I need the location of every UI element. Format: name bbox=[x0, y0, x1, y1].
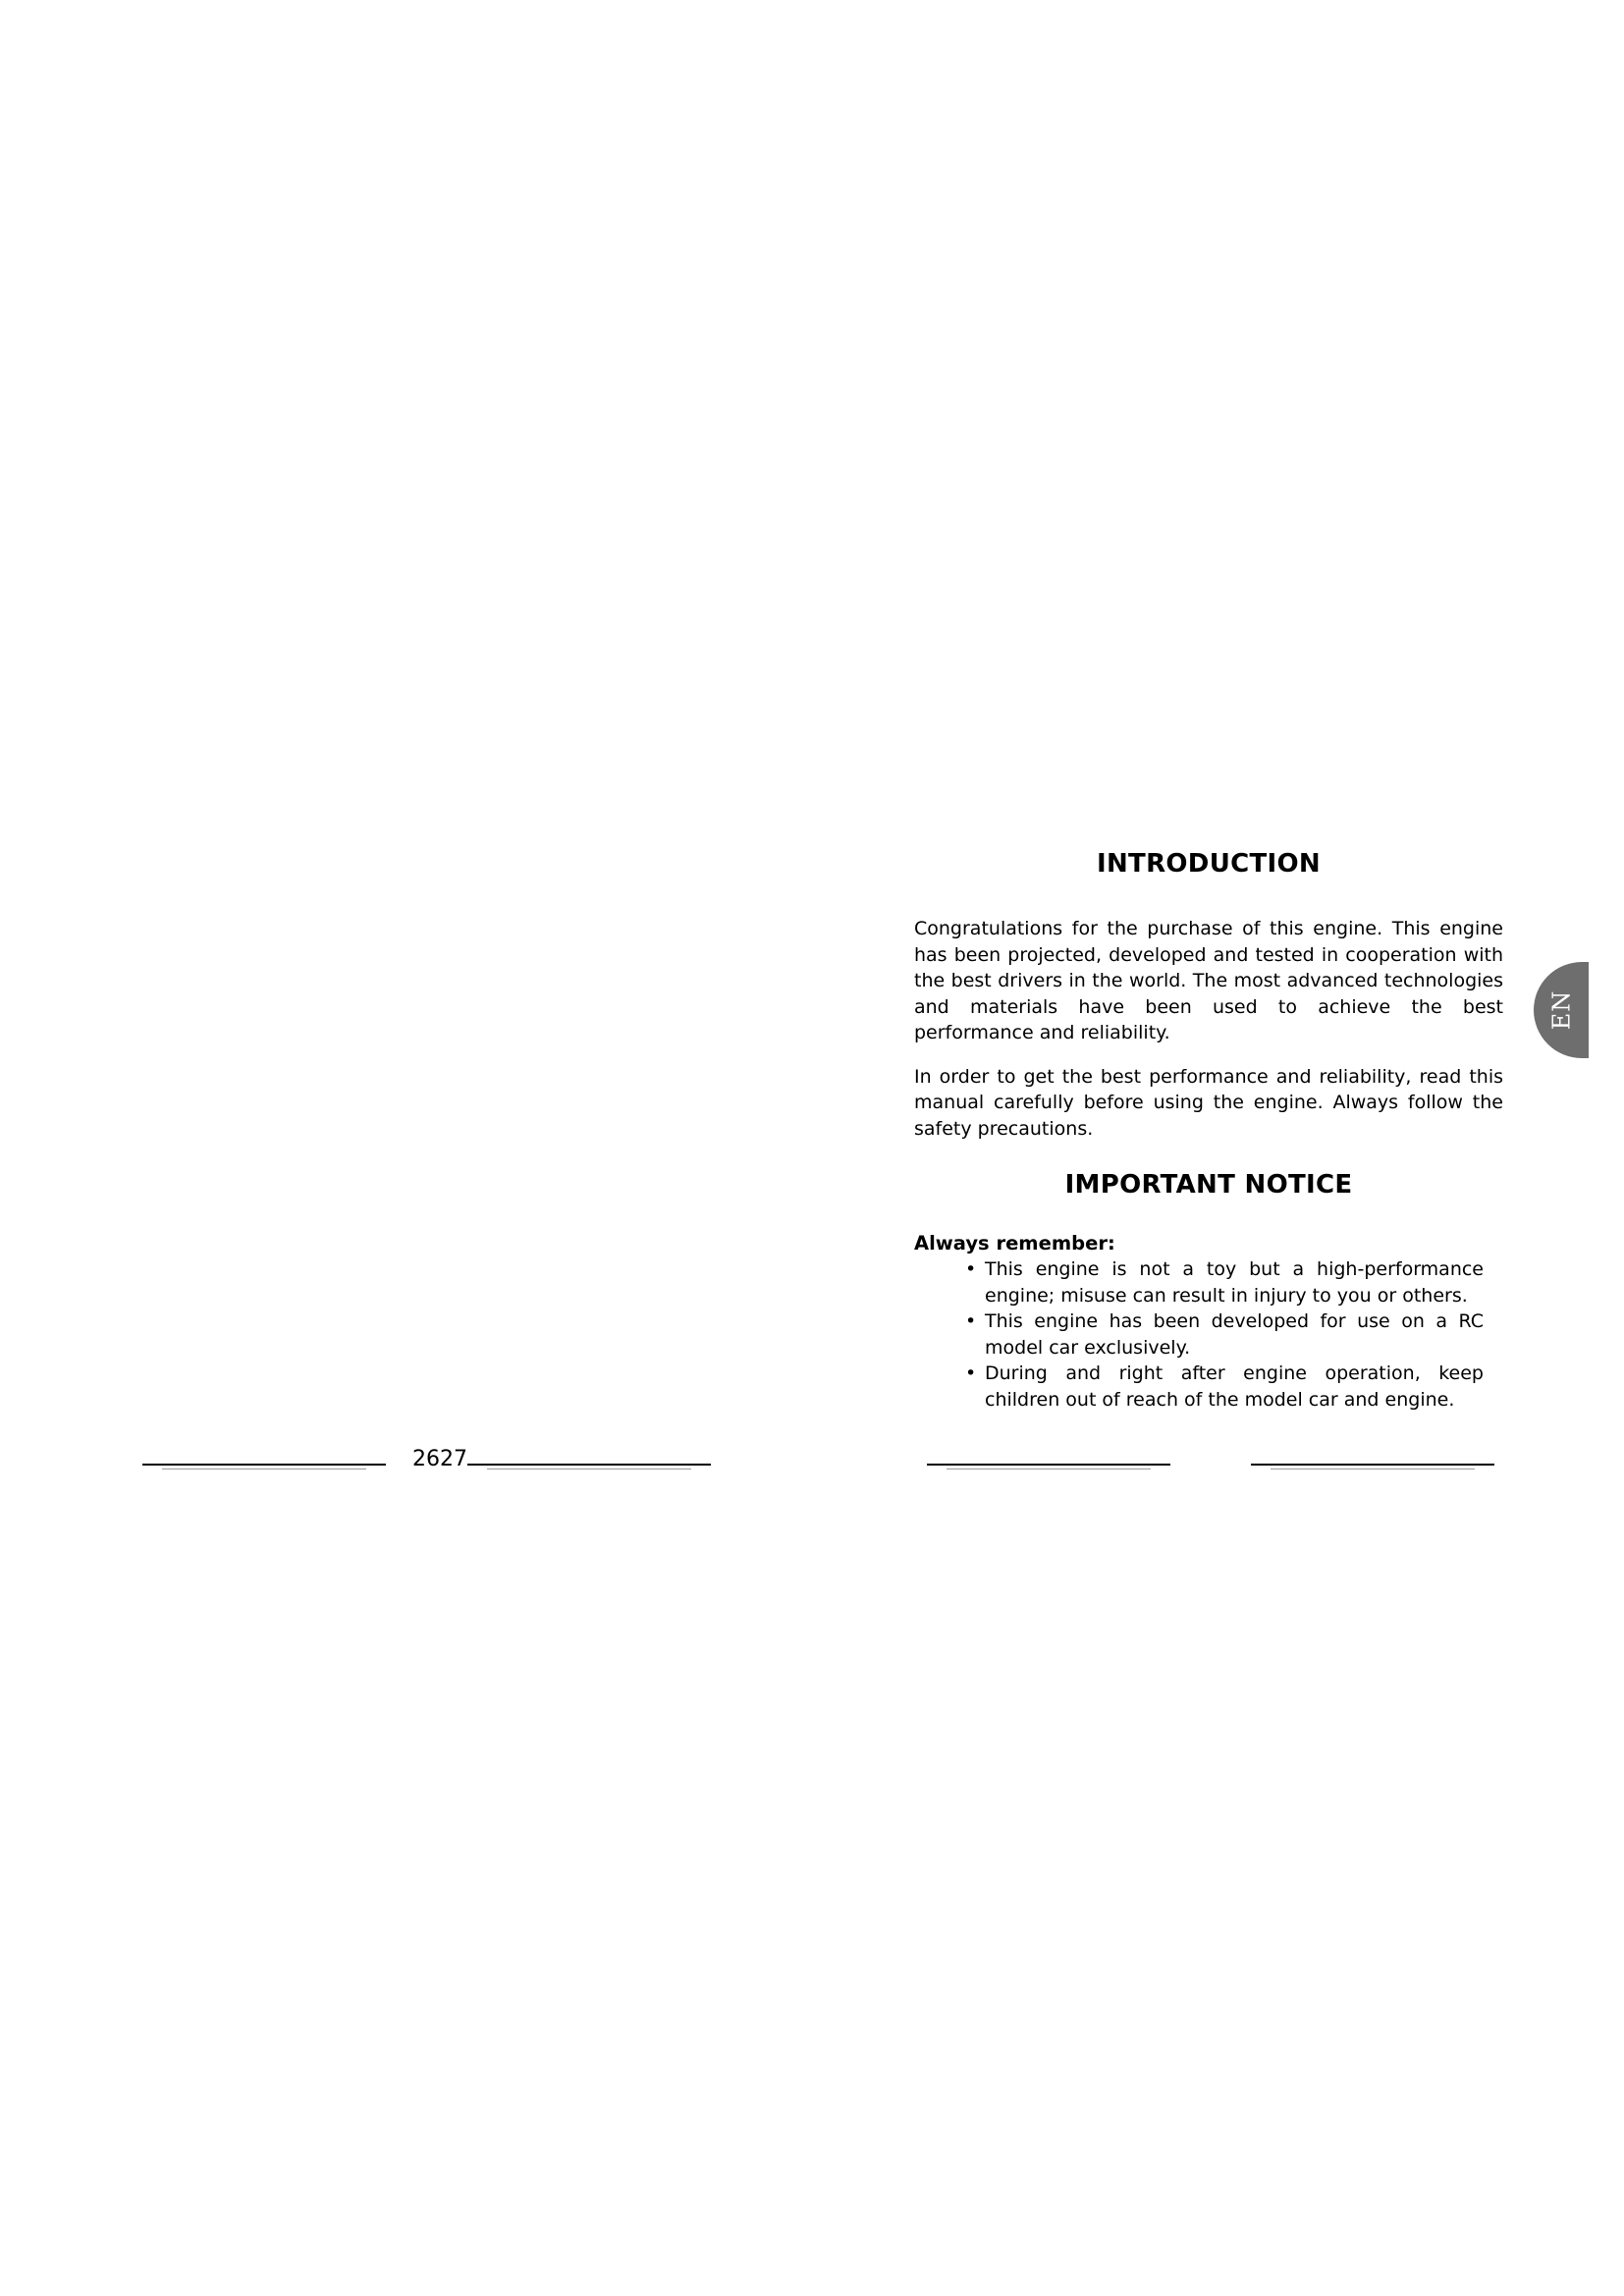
intro-paragraph-2: In order to get the best performance and reliability, read this manual carefully before using the engine. Always follow the safety precautions. bbox=[914, 1065, 1503, 1140]
bullet-text: This engine is not a toy but a high-performance engine; misuse can result in injury to you or others. bbox=[985, 1258, 1484, 1307]
important-notice-title: IMPORTANT NOTICE bbox=[1064, 1170, 1353, 1200]
bullet-text: This engine has been developed for use on a RC model car exclusively. bbox=[985, 1310, 1484, 1359]
footer-rule-right-1 bbox=[927, 1464, 1170, 1466]
bullet-text: During and right after engine operation, keep children out of reach of the model car and engine. bbox=[985, 1362, 1484, 1411]
introduction-title: INTRODUCTION bbox=[1097, 849, 1321, 879]
footer-rule-right-2 bbox=[1251, 1464, 1494, 1466]
footer-rule-left-1 bbox=[142, 1464, 386, 1466]
bullet-icon: • bbox=[965, 1362, 977, 1384]
footer-rule-left-2 bbox=[467, 1464, 711, 1466]
bullet-icon: • bbox=[965, 1310, 977, 1332]
page-content bbox=[914, 849, 1503, 1413]
bullet-icon: • bbox=[965, 1258, 977, 1280]
list-item bbox=[957, 1361, 1484, 1413]
language-tab-label: EN bbox=[1547, 989, 1575, 1031]
intro-paragraph-1: Congratulations for the purchase of this engine. This engine has been projected, developed and tested in cooperation with the best drivers in the world. The most advanced technologies and materials have been used to achieve the best performance and reliability. bbox=[914, 918, 1503, 1043]
page-number: 2627 bbox=[412, 1447, 467, 1471]
notice-bullet-list bbox=[914, 1256, 1484, 1413]
list-item bbox=[957, 1308, 1484, 1361]
list-item bbox=[957, 1256, 1484, 1308]
always-remember-label: Always remember: bbox=[914, 1232, 1115, 1255]
language-tab bbox=[1534, 962, 1589, 1058]
